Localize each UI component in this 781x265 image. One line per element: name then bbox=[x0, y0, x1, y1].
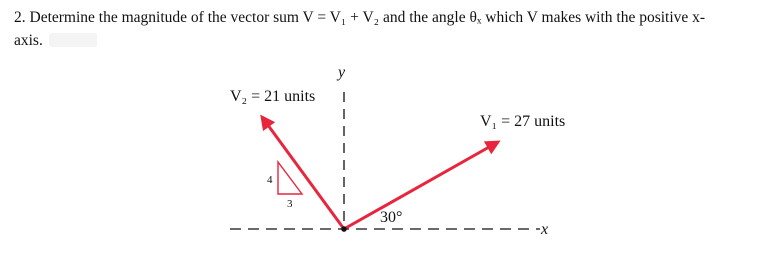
vector-v2 bbox=[262, 117, 344, 229]
angle-label: 30° bbox=[380, 209, 403, 226]
slope-triangle-rise: 4 bbox=[267, 174, 273, 186]
slope-triangle-run: 3 bbox=[287, 198, 293, 210]
vector-v1 bbox=[344, 142, 498, 229]
problem-line-2: axis. bbox=[14, 32, 43, 49]
problem-line-1: 2. Determine the magnitude of the vector sum V = V₁ + V₂ and the angle θₓ which V makes with the positive x- bbox=[14, 9, 706, 26]
y-axis-label: y bbox=[338, 64, 346, 81]
vector-v1-label: V₁ = 27 units bbox=[480, 113, 566, 130]
origin-point bbox=[341, 226, 347, 232]
x-axis-label: x bbox=[541, 221, 549, 238]
vector-v2-label: V₂ = 21 units bbox=[230, 88, 316, 105]
